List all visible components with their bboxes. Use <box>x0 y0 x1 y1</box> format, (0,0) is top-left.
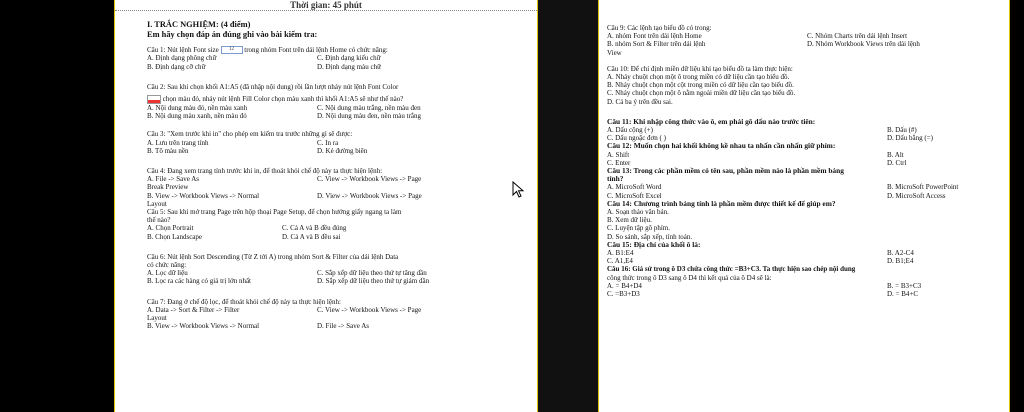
q10-option-a: A. Nháy chuột chọn một ô trong miền có dữ liệu cần tạo biểu đồ. <box>607 73 790 82</box>
q14-option-d: D. So sánh, sắp xếp, tính toán. <box>607 232 693 241</box>
question-2-line2: chọn màu đỏ, nháy nút lệnh Fill Color chọn màu xanh thì khối A1:A5 sẽ như thế nào? <box>147 95 529 104</box>
document-page-right <box>598 0 1010 412</box>
question-15: Câu 15: Địa chỉ của khối ô là: <box>607 239 701 249</box>
question-14: Câu 14: Chương trình bảng tính là phần mềm được thiết kế để giúp em? <box>607 198 836 208</box>
q9-options-row2: B. nhóm Sort & Filter trên dải lệnh D. Nhóm Workbook Views trên dải lệnh <box>607 40 920 49</box>
question-2: Câu 2: Sau khi chọn khối A1:A5 (đã nhập nội dung) rồi lần lượt nháy nút lệnh Font Color <box>147 82 399 91</box>
font-size-icon: 12 <box>221 46 243 54</box>
q9-continuation: View <box>607 48 622 57</box>
question-9: Câu 9: Các lệnh tạo biểu đồ có trong: <box>607 24 712 32</box>
q11-options-row2: C. Dấu ngoặc đơn ( ) D. Dấu bằng (=) <box>607 134 933 143</box>
q14-option-b: B. Xem dữ liệu. <box>607 216 652 225</box>
question-7: Câu 7: Đang ở chế độ lọc, để thoát khỏi chế độ này ta thực hiện lệnh: <box>147 297 341 306</box>
left-column <box>147 20 529 330</box>
right-column <box>607 24 989 298</box>
question-13-line2: tính? <box>607 174 624 184</box>
q15-options-row1: A. B1:E4 B. A2-C4 <box>607 249 914 258</box>
q3-options-row2: B. Tô màu nền D. Kẻ đường biên <box>147 146 368 155</box>
q4-options-row2: B. View -> Workbook Views -> Normal D. View -> Workbook Views -> Page <box>147 191 422 200</box>
viewer-background <box>538 0 598 412</box>
q4-options-row1: A. File -> Save As C. View -> Workbook Views -> Page <box>147 175 422 184</box>
document-page-left <box>114 0 538 412</box>
q4-continuation-1: Break Preview <box>147 183 189 192</box>
font-color-icon <box>147 95 161 104</box>
q13-options-row2: C. MicroSoft Excel D. MicroSoft Access <box>607 191 946 200</box>
exam-time-header: Thời gian: 45 phút <box>115 0 537 11</box>
q6-options-row2: B. Lọc ra các hàng có giá trị lớn nhất D. Sắp xếp dữ liệu theo thứ tự giảm dần <box>147 277 430 286</box>
question-5-line2: thế nào? <box>147 216 171 225</box>
q5-options-row2: B. Chọn Landscape D. Cả A và B đều sai <box>147 232 341 241</box>
q9-options-row1: A. nhóm Font trên dải lệnh Home C. Nhóm Charts trên dải lệnh Insert <box>607 32 908 41</box>
q7-options-row1: A. Data -> Sort & Filter -> Filter C. View -> Workbook Views -> Page <box>147 305 422 314</box>
q13-options-row1: A. MicroSoft Word B. MicroSoft PowerPoint <box>607 183 959 192</box>
question-1: Câu 1: Nút lệnh Font size 12 trong nhóm Font trên dải lệnh Home có chức năng: <box>147 46 388 54</box>
question-5: Câu 5: Sau khi mở trang Page trên hộp thoại Page Setup, để chọn hướng giấy ngang ta làm <box>147 208 402 217</box>
question-6-line2: có chức năng: <box>147 261 187 270</box>
question-6: Câu 6: Nút lệnh Sort Descending (Từ Z tới A) trong nhóm Sort & Filter của dải lệnh Data <box>147 252 399 261</box>
q14-option-a: A. Soạn thảo văn bản. <box>607 208 669 217</box>
section-title: I. TRẮC NGHIỆM: (4 điểm) <box>147 20 251 29</box>
q16-options-row1: A. = B4+D4 B. = B3+C3 <box>607 281 922 290</box>
q15-options-row2: C. A1,E4 D. B1;E4 <box>607 257 914 266</box>
mouse-pointer-icon <box>512 181 526 199</box>
q12-options-row2: C. Enter D. Ctrl <box>607 158 907 167</box>
q7-continuation-1: Layout <box>147 314 167 323</box>
q4-continuation-2: Layout <box>147 199 167 208</box>
question-3: Câu 3: "Xem trước khi in" cho phép em kiểm tra trước những gì sẽ được: <box>147 130 353 139</box>
question-11: Câu 11: Khi nhập công thức vào ô, em phải gõ dấu nào trước tiên: <box>607 116 816 126</box>
question-13: Câu 13: Trong các phần mềm có tên sau, phần mềm nào là phần mềm bảng <box>607 166 844 176</box>
q14-option-c: C. Luyện tập gõ phím. <box>607 224 670 233</box>
q7-options-row2: B. View -> Workbook Views -> Normal D. File -> Save As <box>147 322 369 331</box>
question-4: Câu 4: Đang xem trang tính trước khi in, để thoát khỏi chế độ này ta thực hiện lệnh: <box>147 167 383 176</box>
q1-options-row2: B. Định dạng cỡ chữ D. Định dạng màu chữ <box>147 62 381 71</box>
question-10: Câu 10: Để chỉ định miền dữ liệu khi tạo biểu đồ ta làm thực hiện: <box>607 64 793 73</box>
q11-options-row1: A. Dấu cộng (+) B. Dấu (#) <box>607 126 917 135</box>
question-16-line2: công thức trong ô D3 sang ô D4 thì kết quả của ô D4 sẽ là: <box>607 273 772 282</box>
q12-options-row1: A. Shift B. Alt <box>607 150 904 159</box>
q1-options-row1: A. Định dạng phông chữ C. Định dạng kiểu chữ <box>147 54 381 63</box>
q10-option-d: D. Cả ba ý trên đều sai. <box>607 97 673 106</box>
q2-options-row1: A. Nội dung màu đỏ, nền màu xanh C. Nội dung màu trắng, nền màu đen <box>147 104 421 112</box>
question-12: Câu 12: Muốn chọn hai khối không kề nhau ta nhấn cần nhấn giữ phím: <box>607 141 836 151</box>
question-16: Câu 16: Giả sử trong ô D3 chứa công thức =B3+C3. Ta thực hiện sao chép nội dung <box>607 265 856 274</box>
q2-options-row2: B. Nội dung màu xanh, nền màu đỏ D. Nội dung màu đen, nền màu trắng <box>147 112 422 121</box>
q6-options-row1: A. Lọc dữ liệu C. Sắp xếp dữ liệu theo thứ tự tăng dần <box>147 269 427 278</box>
q10-option-c: C. Nháy chuột chọn một ô nằm ngoài miền dữ liệu cần tạo biểu đồ. <box>607 89 796 98</box>
q16-options-row2: C. =B3+D3 D. = B4+C <box>607 290 919 299</box>
q5-options-row1: A. Chọn Portrait C. Cả A và B đều đúng <box>147 224 347 233</box>
q10-option-b: B. Nháy chuột chọn một cột trong miền có dữ liệu cần tạo biểu đồ. <box>607 81 794 90</box>
q3-options-row1: A. Lưu trên trang tính C. In ra <box>147 138 339 147</box>
instruction-text: Em hãy chọn đáp án đúng ghi vào bài kiểm tra: <box>147 30 318 39</box>
